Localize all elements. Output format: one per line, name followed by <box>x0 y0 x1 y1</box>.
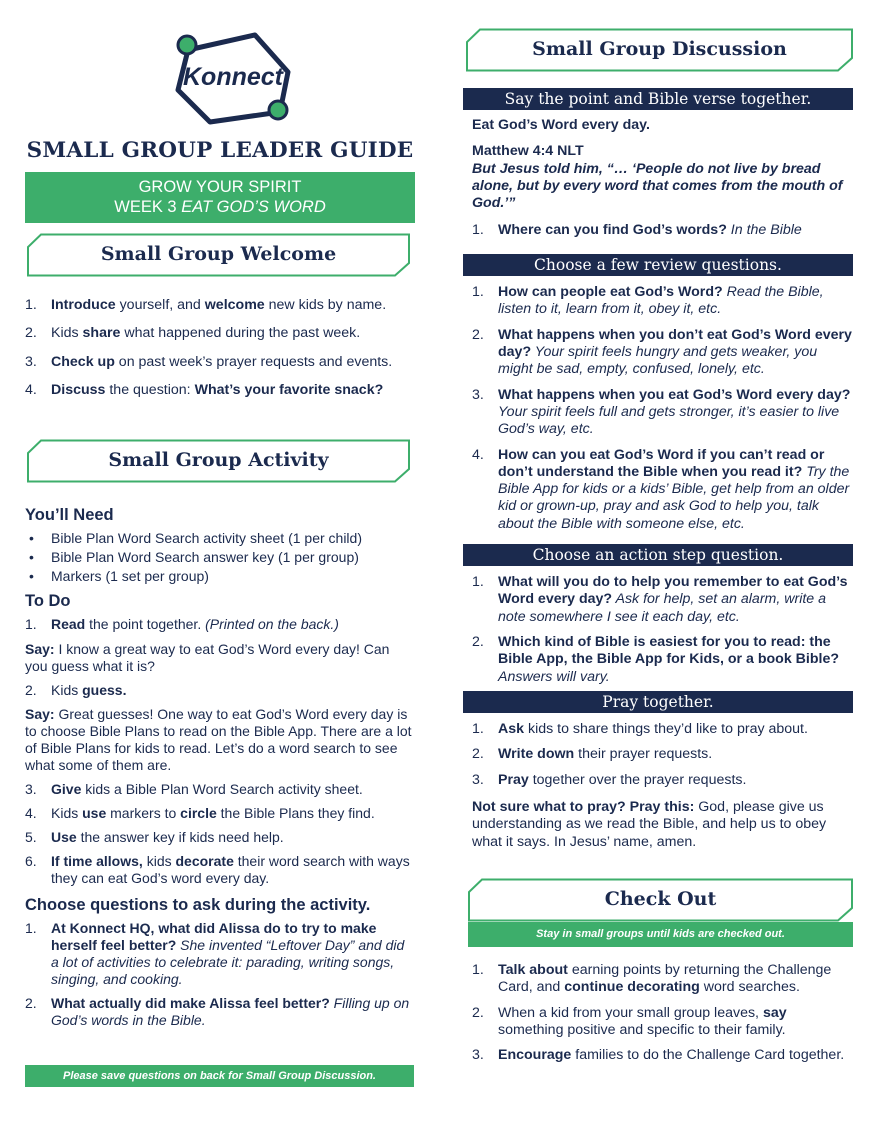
section-bar: Pray together. <box>463 691 853 713</box>
pray-list <box>472 721 852 858</box>
list-item: 1. At Konnect HQ, what did Alissa do to try to make herself feel better? She invented “Leftover Day” and did a lot of activities to celebrate it: parading, writing songs, singing, and cooking. <box>25 919 405 987</box>
list-item: 2. Kids share what happened during the past week. <box>25 325 361 342</box>
questions-title: Choose questions to ask during the activity. <box>25 895 371 914</box>
discussion-heading-box <box>466 28 853 72</box>
welcome-heading: Small Group Welcome <box>100 243 337 266</box>
list-item: 1. Ask kids to share things they’d like to pray about. <box>472 721 808 737</box>
list-item: 4. How can you eat God’s Word if you can’t read or don’t understand the Bible when you read it? Try the Bible App for kids or a kids’ Bible, get help from an older kid or grown-up, pray and ask God to help you, talk about the Bible with someone else, etc. <box>472 446 850 532</box>
list-item: 1. Introduce yourself, and welcome new kids by name. <box>25 297 387 313</box>
list-item: • Bible Plan Word Search answer key (1 per group) <box>29 549 359 566</box>
checkout-note: Stay in small groups until kids are checked out. <box>468 922 853 947</box>
list-item: 2. Which kind of Bible is easiest for you to read: the Bible App, the Bible App for Kids, or a book Bible? Answers will vary. <box>472 633 840 685</box>
checkout-list <box>472 962 852 1072</box>
list-item: 3. What happens when you eat God’s Word every day? Your spirit feels full and gets stronger, it’s easier to live God’s way, etc. <box>472 386 851 438</box>
week-line: WEEK 3 EAT GOD’S WORD <box>114 198 326 217</box>
list-item: 4. Discuss the question: What’s your favorite snack? <box>25 381 384 398</box>
youll-need-title: You’ll Need <box>25 506 114 524</box>
section-bar: Choose a few review questions. <box>463 254 853 276</box>
activity-content <box>25 505 415 1036</box>
verse-reference: Matthew 4:4 NLT <box>472 143 584 160</box>
list-item: 2. What actually did make Alissa feel better? Filling up on God’s words in the Bible. <box>25 994 410 1029</box>
welcome-heading-box <box>27 233 410 277</box>
list-item: • Bible Plan Word Search activity sheet (1 per child) <box>29 530 362 547</box>
checkout-heading-box <box>468 878 853 922</box>
series-banner <box>25 172 415 223</box>
list-item: 1. How can people eat God’s Word? Read the Bible, listen to it, learn from it, obey it, etc. <box>472 284 824 318</box>
list-item: 2. Kids guess. <box>25 681 127 698</box>
to-do-title: To Do <box>25 592 71 611</box>
list-item: 2. When a kid from your small group leaves, say something positive and specific to their family. <box>472 1004 787 1038</box>
list-item: 5. Use the answer key if kids need help. <box>25 829 284 846</box>
list-item: 2. What happens when you don’t eat God’s Word every day? Your spirit feels hungry and gets weaker, you might be sad, empty, confused, lonely, etc. <box>472 326 852 378</box>
activity-heading: Small Group Activity <box>108 449 329 472</box>
say-paragraph: Say: Great guesses! One way to eat God’s Word every day is to choose Bible Plans to read on the Bible App. There are a lot of Bible Plans for kids to read. Let’s do a word search to see what some of them are. <box>25 705 412 774</box>
welcome-list <box>25 297 415 406</box>
verse-text: But Jesus told him, “… ‘People do not live by bread alone, but by every word that comes from the mouth of God.’” <box>472 160 843 212</box>
activity-heading-box <box>27 439 410 483</box>
list-item: 1. What will you do to help you remember to eat God’s Word every day? Ask for help, set an alarm, write a note somewhere I see it each day, etc. <box>472 574 848 625</box>
list-item: 3. Encourage families to do the Challenge Card together. <box>472 1047 845 1064</box>
bible-point: Eat God’s Word every day. <box>472 117 650 133</box>
list-item: 4. Kids use markers to circle the Bible Plans they find. <box>25 805 375 822</box>
list-item: 3. Check up on past week’s prayer requests and events. <box>25 353 393 370</box>
activity-footer-note: Please save questions on back for Small Group Discussion. <box>25 1065 414 1087</box>
konnect-logo <box>170 30 300 125</box>
action-questions <box>472 574 852 693</box>
section-bar: Choose an action step question. <box>463 544 853 566</box>
checkout-heading: Check Out <box>604 888 717 911</box>
list-item: 1. Talk about earning points by returning the Challenge Card, and continue decorating word searches. <box>472 962 832 996</box>
list-item: 1. Read the point together. (Printed on the back.) <box>25 616 339 633</box>
list-item: 3. Pray together over the prayer requests. <box>472 771 747 788</box>
prayer-note: Not sure what to pray? Pray this: God, please give us understanding as we read the Bible, and help us to obey what it says. In Jesus’ name, amen. <box>472 798 827 850</box>
say-paragraph: Say: I know a great way to eat God’s Word every day! Can you guess what it is? <box>25 640 390 674</box>
list-item: • Markers (1 set per group) <box>29 568 209 585</box>
list-item: 3. Give kids a Bible Plan Word Search activity sheet. <box>25 781 363 798</box>
list-item: 1. Where can you find God’s words? In the Bible <box>472 221 802 238</box>
logo-text: Konnect <box>183 63 283 91</box>
list-item: 2. Write down their prayer requests. <box>472 746 713 763</box>
review-questions <box>472 284 852 540</box>
discussion-heading: Small Group Discussion <box>532 38 787 61</box>
list-item: 6. If time allows, kids decorate their word search with ways they can eat God’s word every day. <box>25 853 410 887</box>
section-bar: Say the point and Bible verse together. <box>463 88 853 110</box>
point-verse-block <box>472 117 852 246</box>
document-title: SMALL GROUP LEADER GUIDE <box>26 138 414 163</box>
series-name: GROW YOUR SPIRIT <box>138 178 302 196</box>
